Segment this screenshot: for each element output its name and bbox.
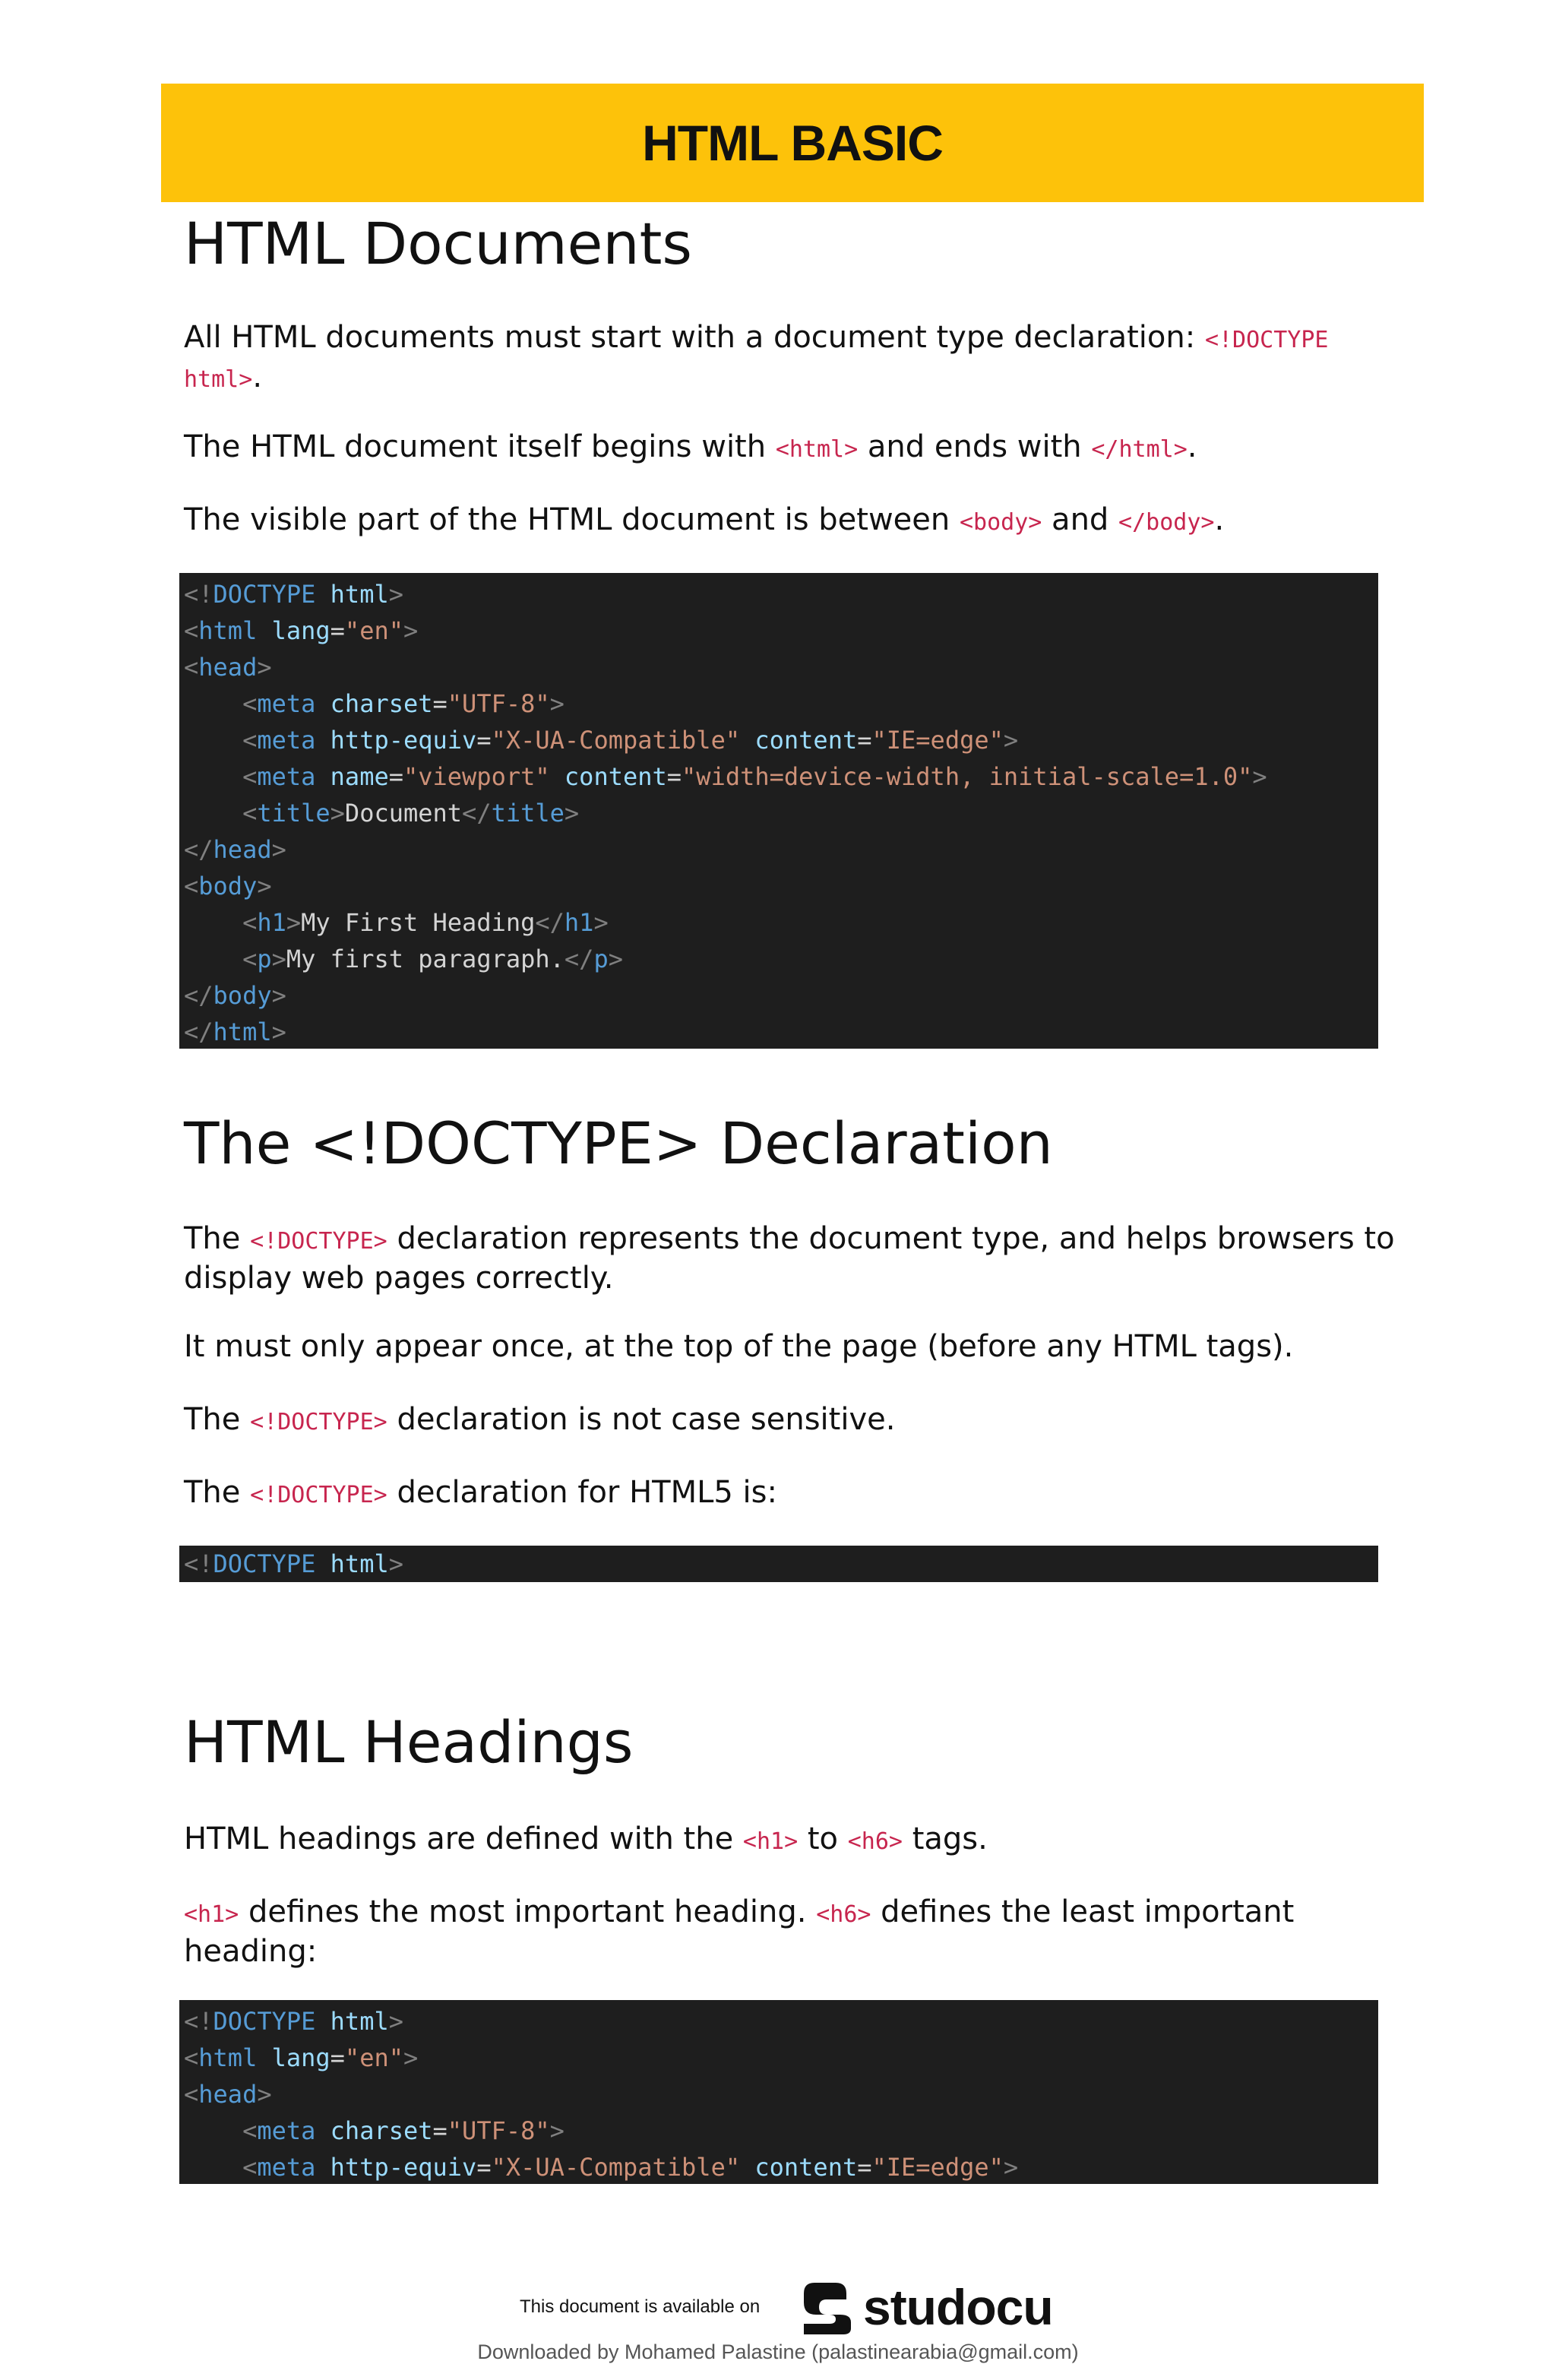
footer-available-text: This document is available on: [520, 2296, 761, 2317]
paragraph-headings-defined: HTML headings are defined with the <h1> to <h6> tags.: [184, 1821, 988, 1856]
section-heading-doctype: The <!DOCTYPE> Declaration: [184, 1109, 1053, 1177]
inline-code: <!DOCTYPE>: [250, 1409, 387, 1435]
code-line: </html>: [184, 1018, 286, 1046]
paragraph-html-begins-ends: The HTML document itself begins with <html> and ends with </html>.: [184, 429, 1197, 464]
section-heading-html-headings: HTML Headings: [184, 1708, 634, 1776]
code-line: </head>: [184, 835, 286, 864]
inline-code: </html>: [1091, 436, 1188, 463]
code-line: <h1>My First Heading</h1>: [242, 908, 609, 937]
inline-code: <html>: [775, 436, 859, 463]
paragraph-doctype-requirement: All HTML documents must start with a document type declaration: <!DOCTYPE html>.: [184, 320, 1329, 394]
inline-code: <h1>: [184, 1901, 239, 1928]
code-line: <body>: [184, 872, 272, 900]
paragraph-visible-part: The visible part of the HTML document is between <body> and </body>.: [184, 502, 1225, 537]
code-line: <!DOCTYPE html>: [184, 580, 403, 609]
inline-code: </body>: [1118, 509, 1215, 536]
inline-code: <h6>: [816, 1901, 871, 1928]
inline-code: <h6>: [847, 1828, 903, 1855]
inline-code: <h1>: [742, 1828, 799, 1855]
code-block-html-document: [179, 573, 1378, 1049]
inline-code: <body>: [959, 509, 1042, 536]
studocu-brand: studocu: [863, 2279, 1053, 2335]
studocu-logo-icon: [796, 2277, 857, 2337]
page-title: HTML BASIC: [642, 115, 943, 171]
code-line: <!DOCTYPE html>: [184, 1549, 403, 1578]
code-line: <html lang="en">: [184, 616, 419, 645]
inline-code: <!DOCTYPE>: [250, 1482, 387, 1508]
code-line: <html lang="en">: [184, 2043, 419, 2072]
footer-downloaded-by: Downloaded by Mohamed Palastine (palastinearabia@gmail.com): [477, 2340, 1079, 2363]
code-block-headings-example: [179, 2000, 1378, 2184]
code-line: <meta http-equiv="X-UA-Compatible" content="IE=edge">: [242, 2153, 1019, 2182]
code-line: <meta name="viewport" content="width=device-width, initial-scale=1.0">: [242, 762, 1267, 791]
inline-code: <!DOCTYPE>: [250, 1228, 387, 1255]
paragraph-doctype-represents: The <!DOCTYPE> declaration represents the document type, and helps browsers to display web pages correctly.: [184, 1221, 1395, 1296]
section-heading-html-documents: HTML Documents: [184, 210, 692, 277]
code-line: <meta charset="UTF-8">: [242, 689, 565, 718]
code-line: <head>: [184, 2080, 272, 2109]
paragraph-doctype-html5: The <!DOCTYPE> declaration for HTML5 is:: [184, 1475, 777, 1510]
paragraph-heading-importance: <h1> defines the most important heading. <h6> defines the least important heading:: [184, 1894, 1295, 1969]
title-banner: [161, 84, 1424, 202]
studocu-logo[interactable]: [796, 2274, 1053, 2340]
code-line: <p>My first paragraph.</p>: [242, 945, 623, 973]
inline-code: html>: [184, 366, 253, 393]
code-line: <head>: [184, 653, 272, 682]
code-line: <meta http-equiv="X-UA-Compatible" content="IE=edge">: [242, 726, 1019, 755]
code-line: </body>: [184, 981, 286, 1010]
code-block-doctype: [179, 1546, 1378, 1582]
paragraph-not-case-sensitive: The <!DOCTYPE> declaration is not case sensitive.: [184, 1402, 896, 1437]
inline-code: <!DOCTYPE: [1204, 327, 1329, 353]
paragraph-appear-once: It must only appear once, at the top of the page (before any HTML tags).: [184, 1329, 1294, 1364]
code-line: <title>Document</title>: [242, 799, 580, 828]
code-line: <!DOCTYPE html>: [184, 2007, 403, 2036]
code-line: <meta charset="UTF-8">: [242, 2116, 565, 2145]
